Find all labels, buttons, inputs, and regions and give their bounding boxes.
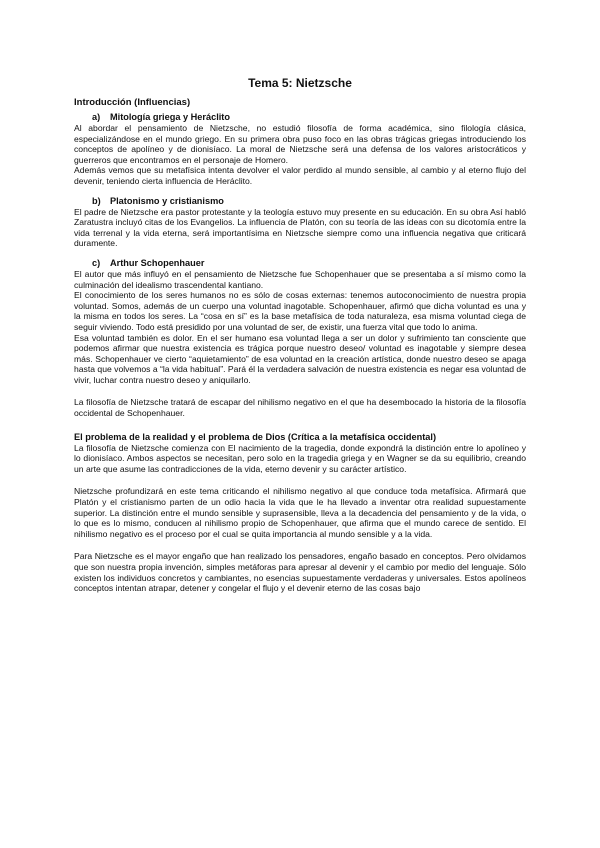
- intro-heading: Introducción (Influencias): [74, 97, 191, 108]
- paragraph: El autor que más influyó en el pensamiento de Nietzsche fue Schopenhauer que se presentaba a sí mismo como la culminación del idealismo trascendental kantiano.: [74, 268, 526, 290]
- page-title: Tema 5: Nietzsche: [248, 76, 352, 90]
- subheading-a: [74, 112, 526, 122]
- subheading-b: [74, 196, 526, 206]
- paragraph: Además vemos que su metafísica intenta devolver el valor perdido al mundo sensible, al cambio y al eterno flujo del devenir, teniendo cierta influencia de Heráclito.: [74, 165, 526, 186]
- subheading-a-title: Mitología griega y Heráclito: [110, 112, 230, 122]
- paragraph: La filosofía de Nietzsche tratará de escapar del nihilismo negativo en el que ha desembocado la historia de la filosofía occidental de Schopenhauer.: [74, 397, 526, 419]
- section-heading: El problema de la realidad y el problema de Dios (Crítica a la metafísica occidental): [74, 431, 437, 442]
- paragraph: Esa voluntad también es dolor. En el ser humano esa voluntad llega a ser un dolor y sufrimiento tan consciente que podemos afirmar que nuestra existencia es trágica porque nuestro deseo/ voluntad es inagotable y siempre desea más. Schopenhauer ve cierto “aquietamiento” de esa voluntad en la creación artística, donde nuestro deseo se apaga hasta que volvemos a “la vida habitual”. Pará él la verdadera salvación de nuestra existencia es negar esa voluntad de vivir, luchar contra nuestro deseo y aniquilarlo.: [74, 332, 526, 385]
- paragraph: El padre de Nietzsche era pastor protestante y la teología estuvo muy presente en su educación. En su obra Así habló Zaratustra incluyó citas de los Evangelios. La influencia de Platón, con su teoría de las ideas con su dicotomía entre la vida terrenal y la vida eterna, será importantísima en Nietzsche siempre como una influencia negativa que criticará duramente.: [74, 206, 526, 249]
- paragraph: Para Nietzsche es el mayor engaño que han realizado los pensadores, engaño basado en conceptos. Pero olvidamos que son nuestra propia invención, simples metáforas para apresar al devenir y el cambio por medio del lenguaje. Sólo existen los individuos concretos y cambiantes, no esencias supuestamente verdaderas y universales. Estos apolíneos conceptos intentan atrapar, detener y congelar el flujo y el devenir eterno de las cosas bajo: [74, 551, 526, 594]
- subheading-b-label: b): [92, 195, 101, 206]
- subheading-c-label: c): [92, 257, 101, 268]
- paragraph: La filosofía de Nietzsche comienza con El nacimiento de la tragedia, donde expondrá la distinción entre lo apolíneo y lo dionisíaco. Ambos aspectos se necesitan, pero solo en la tragedia griega y en Wagner se da su equilibrio, creando un arte que asume las contradicciones de la vida, eterno devenir y su carácter artístico.: [74, 442, 526, 474]
- paragraph: Nietzsche profundizará en este tema criticando el nihilismo negativo al que conduce toda metafísica. Afirmará que Platón y el cristianismo parten de un odio hacia la vida que le ha llevado a inventar otra realidad supuestamente superior. La distinción entre el mundo sensible y suprasensible, lleva a la decadencia del pensamiento y de la vida, o lo que es lo mismo, conducen al nihilismo propio de Schopenhauer, que afirma que el mundo carece de sentido. El nihilismo negativo es el proceso por el cual se quita importancia al mundo sensible y a la vida.: [74, 486, 526, 539]
- document-body: [74, 76, 526, 594]
- subheading-a-label: a): [92, 112, 101, 122]
- paragraph: El conocimiento de los seres humanos no es sólo de cosas externas: tenemos autoconocimiento de nuestra propia voluntad. Somos, además de un cuerpo una voluntad inagotable. Schopenhauer, afirmó que dicha voluntad es una y la misma en todos los seres. La “cosa en sí” es la base metafísica de toda naturaleza, esa misma voluntad ciega de seguir viviendo. Todo está presidido por una voluntad de ser, de existir, una fuerza vital que todo lo anima.: [74, 290, 526, 332]
- subheading-c-title: Arthur Schopenhauer: [110, 257, 205, 268]
- paragraph: Al abordar el pensamiento de Nietzsche, no estudió filosofía de forma académica, sino filología clásica, especializándose en el mundo griego. En su primera obra puso foco en las obras trágicas griegas introduciendo los conceptos de apolíneo y de dionisíaco. La moral de Nietzsche será una defensa de los valores aristocráticos y guerreros que encontramos en el personaje de Homero.: [74, 123, 526, 165]
- subheading-b-title: Platonismo y cristianismo: [110, 195, 224, 206]
- subheading-c: [74, 258, 526, 268]
